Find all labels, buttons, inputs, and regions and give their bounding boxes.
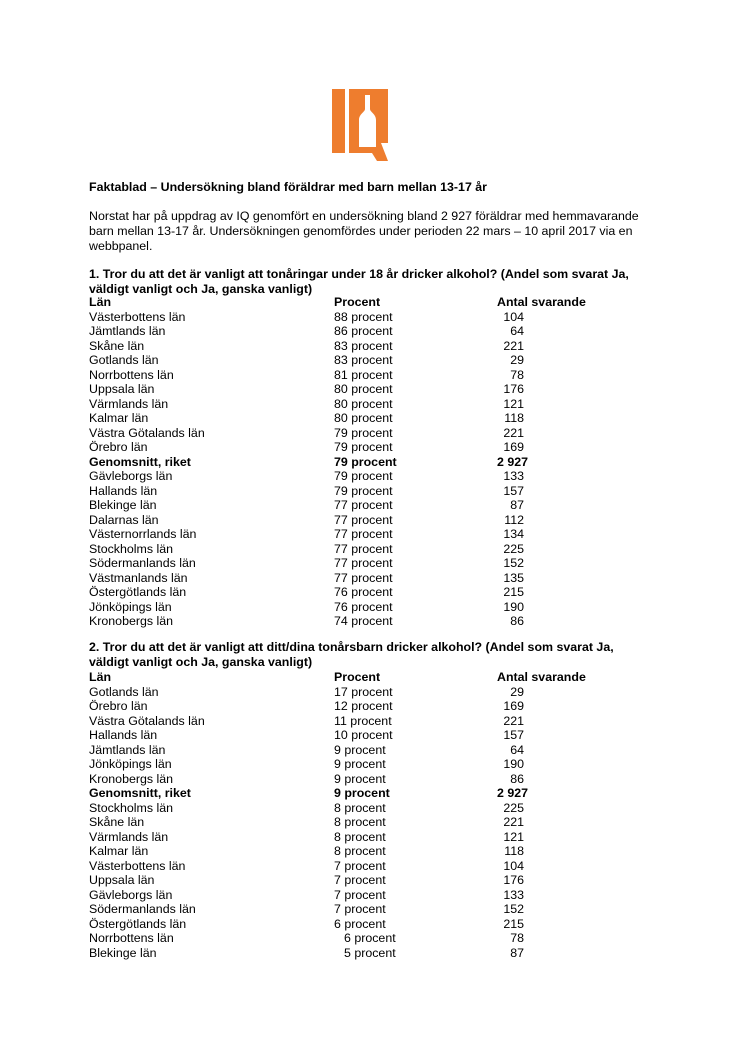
cell-procent: 79 procent (334, 440, 393, 454)
table-row (89, 743, 649, 758)
table-q1 (89, 295, 649, 629)
cell-procent: 79 procent (334, 469, 393, 483)
table-row (89, 815, 649, 830)
cell-lan: Värmlands län (89, 829, 169, 844)
cell-lan: Gävleborgs län (89, 887, 173, 902)
cell-antal: 152 (503, 902, 524, 916)
cell-procent: 83 procent (334, 353, 393, 367)
cell-procent: 77 procent (334, 556, 393, 570)
table-q2 (89, 670, 649, 960)
question-2-line: väldigt vanligt och Ja, ganska vanligt) (89, 654, 313, 669)
cell-antal: 121 (503, 396, 524, 411)
cell-antal: 29 (510, 353, 524, 367)
table-row (89, 513, 649, 528)
cell-antal: 133 (503, 469, 524, 483)
cell-procent: 9 procent (334, 757, 386, 771)
header-antal: Antal svarande (497, 670, 586, 684)
cell-lan: Örebro län (89, 440, 148, 454)
cell-antal: 78 (510, 931, 524, 945)
table-row (89, 830, 649, 845)
cell-lan: Jönköpings län (89, 599, 172, 614)
cell-lan: Örebro län (89, 699, 148, 713)
document-title: Faktablad – Undersökning bland föräldrar med barn mellan 13-17 år (89, 180, 487, 194)
cell-procent: 9 procent (334, 742, 386, 757)
cell-lan: Skåne län (89, 815, 145, 829)
cell-lan: Norrbottens län (89, 931, 174, 945)
cell-procent: 77 procent (334, 541, 393, 556)
table-row (89, 382, 649, 397)
table-row (89, 888, 649, 903)
cell-antal: 2 927 (497, 454, 529, 469)
cell-procent: 9 procent (334, 771, 386, 786)
cell-procent: 7 procent (334, 902, 386, 916)
iq-logo (332, 87, 390, 163)
cell-procent: 12 procent (334, 699, 393, 713)
cell-antal: 225 (503, 800, 524, 815)
cell-procent: 80 procent (334, 382, 393, 396)
cell-procent: 8 procent (334, 829, 386, 844)
cell-lan: Västernorrlands län (89, 527, 197, 541)
table-row (89, 498, 649, 513)
table-row (89, 714, 649, 729)
cell-lan: Stockholms län (89, 800, 174, 815)
cell-procent: 79 procent (334, 483, 393, 498)
question-2 (89, 640, 649, 669)
table-row (89, 556, 649, 571)
table-row (89, 426, 649, 441)
header-lan: Län (89, 295, 112, 309)
intro-line: webbpanel. (89, 238, 153, 253)
cell-procent: 80 procent (334, 396, 393, 411)
table-row (89, 699, 649, 714)
cell-procent: 77 procent (334, 527, 393, 541)
table-row (89, 728, 649, 743)
cell-antal: 86 (510, 771, 524, 786)
cell-antal: 135 (503, 570, 524, 585)
cell-lan: Hallands län (89, 483, 158, 498)
cell-procent: 77 procent (334, 498, 393, 512)
cell-lan: Jämtlands län (89, 742, 166, 757)
cell-lan: Västerbottens län (89, 858, 186, 873)
cell-antal: 104 (503, 309, 524, 324)
table-row (89, 859, 649, 874)
header-antal: Antal svarande (497, 295, 586, 309)
cell-lan: Jönköpings län (89, 757, 172, 771)
cell-lan: Hallands län (89, 728, 158, 742)
cell-procent: 8 procent (334, 844, 386, 858)
intro-line: barn mellan 13-17 år. Undersökningen genomfördes under perioden 22 mars – 10 april 2017 via en (89, 223, 633, 238)
table-row (89, 440, 649, 455)
table-row (89, 455, 649, 470)
cell-procent: 88 procent (334, 309, 393, 324)
table-row (89, 946, 649, 961)
cell-lan: Dalarnas län (89, 512, 159, 527)
cell-antal: 169 (503, 440, 524, 454)
cell-antal: 190 (503, 757, 524, 771)
cell-antal: 221 (503, 815, 524, 829)
cell-procent: 5 procent (344, 945, 396, 960)
table-row (89, 542, 649, 557)
cell-procent: 17 procent (334, 684, 393, 699)
question-2-line: 2. Tror du att det är vanligt att ditt/dina tonårsbarn dricker alkohol? (Andel som svarat Ja, (89, 640, 614, 654)
cell-antal: 64 (510, 742, 524, 757)
cell-procent: 76 procent (334, 585, 393, 599)
table-row (89, 411, 649, 426)
cell-lan: Södermanlands län (89, 902, 196, 916)
cell-procent: 77 procent (334, 570, 393, 585)
table-row (89, 917, 649, 932)
cell-antal: 118 (504, 844, 524, 858)
table-row (89, 614, 649, 629)
table-row (89, 324, 649, 339)
cell-lan: Östergötlands län (89, 916, 187, 931)
cell-antal: 112 (504, 512, 524, 527)
cell-lan: Kalmar län (89, 844, 149, 858)
table-row (89, 801, 649, 816)
cell-lan: Norrbottens län (89, 367, 174, 382)
table-row (89, 353, 649, 368)
cell-lan: Gotlands län (89, 353, 159, 367)
cell-procent: 79 procent (334, 425, 393, 440)
cell-antal: 190 (503, 599, 524, 614)
cell-procent: 80 procent (334, 411, 393, 425)
cell-procent: 79 procent (334, 454, 397, 469)
table-row (89, 527, 649, 542)
cell-lan: Västmanlands län (89, 570, 188, 585)
table-row (89, 600, 649, 615)
table-row (89, 844, 649, 859)
cell-lan: Västra Götalands län (89, 713, 205, 728)
cell-lan: Västerbottens län (89, 309, 186, 324)
cell-antal: 152 (503, 556, 524, 570)
cell-procent: 10 procent (334, 728, 393, 742)
cell-procent: 74 procent (334, 614, 393, 628)
table-row (89, 469, 649, 484)
cell-procent: 8 procent (334, 815, 386, 829)
cell-lan: Uppsala län (89, 382, 155, 396)
cell-procent: 9 procent (334, 786, 390, 800)
table-row (89, 873, 649, 888)
table-row (89, 310, 649, 325)
cell-procent: 6 procent (344, 931, 396, 945)
intro-paragraph (89, 209, 659, 253)
cell-antal: 2 927 (497, 786, 529, 800)
cell-procent: 81 procent (334, 367, 393, 382)
cell-procent: 8 procent (334, 800, 386, 815)
cell-lan: Kronobergs län (89, 771, 174, 786)
cell-antal: 221 (503, 713, 524, 728)
table-row (89, 902, 649, 917)
cell-lan: Skåne län (89, 338, 145, 353)
question-1-line: väldigt vanligt och Ja, ganska vanligt) (89, 281, 313, 296)
cell-lan: Västra Götalands län (89, 425, 205, 440)
table-row (89, 786, 649, 801)
table-row (89, 397, 649, 412)
question-1-line: 1. Tror du att det är vanligt att tonåringar under 18 år dricker alkohol? (Andel som svarat Ja, (89, 267, 629, 281)
cell-antal: 29 (510, 684, 524, 699)
cell-antal: 78 (510, 367, 524, 382)
cell-procent: 11 procent (334, 713, 392, 728)
cell-procent: 6 procent (334, 916, 386, 931)
table-header (89, 670, 649, 685)
cell-procent: 77 procent (334, 512, 393, 527)
cell-antal: 225 (503, 541, 524, 556)
cell-procent: 7 procent (334, 873, 386, 887)
table-row (89, 757, 649, 772)
table-row (89, 484, 649, 499)
cell-antal: 215 (503, 916, 524, 931)
cell-lan: Genomsnitt, riket (89, 454, 191, 469)
cell-antal: 64 (510, 324, 524, 338)
table-header (89, 295, 649, 310)
cell-lan: Kalmar län (89, 411, 149, 425)
table-row (89, 339, 649, 354)
cell-antal: 157 (503, 728, 524, 742)
cell-lan: Värmlands län (89, 396, 169, 411)
cell-lan: Gotlands län (89, 684, 159, 699)
table-row (89, 931, 649, 946)
cell-antal: 104 (503, 858, 524, 873)
header-lan: Län (89, 670, 112, 684)
cell-lan: Blekinge län (89, 945, 157, 960)
cell-antal: 133 (503, 887, 524, 902)
cell-lan: Genomsnitt, riket (89, 786, 191, 800)
cell-antal: 134 (503, 527, 524, 541)
header-procent: Procent (334, 295, 381, 309)
cell-antal: 221 (503, 338, 524, 353)
cell-lan: Gävleborgs län (89, 469, 173, 483)
cell-antal: 87 (510, 498, 524, 512)
cell-antal: 157 (503, 483, 524, 498)
cell-procent: 83 procent (334, 338, 393, 353)
intro-line: Norstat har på uppdrag av IQ genomfört en undersökning bland 2 927 föräldrar med hemmavarande (89, 209, 639, 223)
cell-procent: 7 procent (334, 887, 386, 902)
cell-lan: Jämtlands län (89, 324, 166, 338)
cell-antal: 176 (503, 382, 524, 396)
cell-lan: Uppsala län (89, 873, 155, 887)
table-row (89, 685, 649, 700)
question-1 (89, 267, 649, 296)
cell-procent: 76 procent (334, 599, 393, 614)
cell-lan: Södermanlands län (89, 556, 196, 570)
cell-antal: 169 (503, 699, 524, 713)
table-row (89, 585, 649, 600)
cell-antal: 118 (504, 411, 524, 425)
cell-lan: Stockholms län (89, 541, 174, 556)
cell-lan: Blekinge län (89, 498, 157, 512)
cell-procent: 7 procent (334, 858, 386, 873)
cell-antal: 215 (503, 585, 524, 599)
header-procent: Procent (334, 670, 381, 684)
cell-antal: 176 (503, 873, 524, 887)
cell-antal: 87 (510, 945, 524, 960)
table-row (89, 368, 649, 383)
cell-lan: Kronobergs län (89, 614, 174, 628)
table-row (89, 772, 649, 787)
cell-antal: 86 (510, 614, 524, 628)
table-row (89, 571, 649, 586)
cell-antal: 221 (503, 425, 524, 440)
cell-procent: 86 procent (334, 324, 393, 338)
cell-lan: Östergötlands län (89, 585, 187, 599)
cell-antal: 121 (503, 829, 524, 844)
